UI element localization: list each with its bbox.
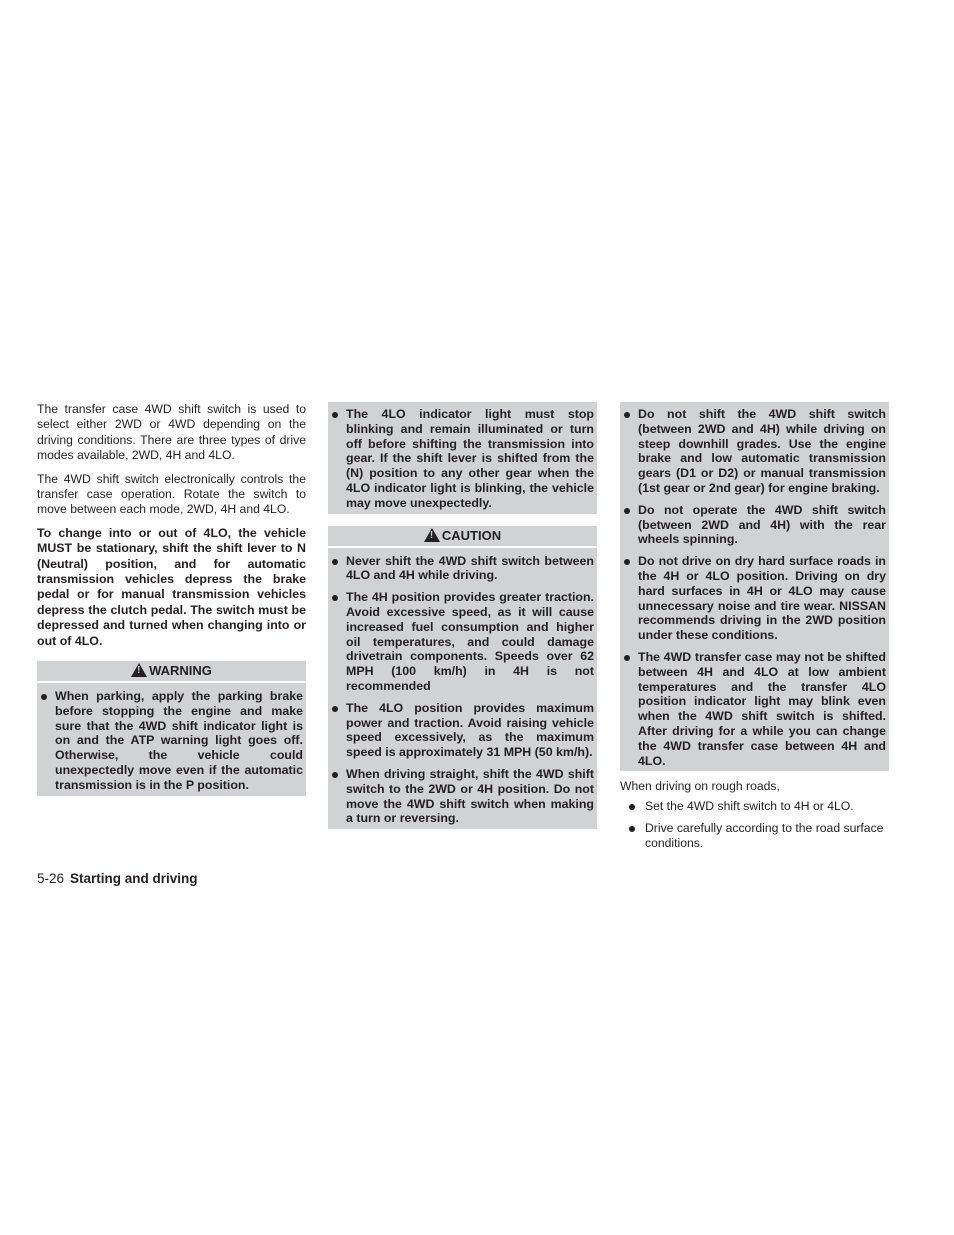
caution-item: Do not drive on dry hard surface roads in the 4H or 4LO position. Driving on dry hard surfaces in 4H or 4LO may cause unnecessary noise and tire wear. NISSAN recommends driving in the 2WD position under these conditions. [623, 554, 886, 643]
caution-item: Do not operate the 4WD shift switch (between 2WD and 4H) with the rear wheels spinning. [623, 503, 886, 547]
warning-label: WARNING [149, 663, 212, 679]
column-3 [620, 402, 889, 859]
warning-continued-box [328, 402, 597, 514]
caution-box [328, 548, 597, 830]
warning-item: When parking, apply the parking brake before stopping the engine and make sure that the 4WD shift indicator light is on and the ATP warning light goes off. Otherwise, the vehicle could unexpectedly move even if the automatic transmission is in the P position. [40, 689, 303, 793]
caution-continued-list [623, 407, 886, 768]
rough-roads-intro: When driving on rough roads, [620, 779, 780, 794]
bullet-icon [41, 694, 47, 700]
bullet-icon [332, 412, 338, 418]
bullet-icon [624, 508, 630, 514]
caution-item: Do not shift the 4WD shift switch (between 2WD and 4H) while driving on steep downhill grades. Use the engine brake and low automatic transmission gears (D1 or D2) or manual transmission (1st gear or 2nd gear) for engine braking. [623, 407, 886, 496]
caution-label: CAUTION [441, 527, 502, 543]
caution-continued-box [620, 402, 889, 771]
warning-item: The 4LO indicator light must stop blinking and remain illuminated or turn off before shifting the transmission into gear. If the shift lever is shifted from the (N) position to any other gear when the 4LO indicator light is blinking, the vehicle may move unexpectedly. [331, 407, 594, 511]
bullet-icon [624, 559, 630, 565]
switch-paragraph: The 4WD shift switch electronically controls the transfer case operation. Rotate the switch to move between each mode, 2WD, 4H and 4LO. [37, 471, 306, 517]
bullet-icon [629, 826, 635, 832]
rough-roads-list [620, 799, 889, 851]
warning-header [37, 661, 306, 681]
section-title: Starting and driving [70, 871, 198, 886]
warning-triangle-icon [424, 528, 440, 542]
bullet-icon [332, 706, 338, 712]
bullet-icon [629, 804, 635, 810]
intro-paragraph: The transfer case 4WD shift switch is used to select either 2WD or 4WD depending on the driving conditions. There are three types of drive modes available, 2WD, 4H and 4LO. [37, 402, 306, 463]
bullet-icon [332, 559, 338, 565]
caution-header [328, 526, 597, 546]
rough-roads-item: Set the 4WD shift switch to 4H or 4LO. [628, 799, 889, 814]
caution-list [331, 554, 594, 827]
bullet-icon [332, 772, 338, 778]
caution-item: Never shift the 4WD shift switch between 4LO and 4H while driving. [331, 554, 594, 584]
bullet-icon [624, 655, 630, 661]
column-2 [328, 402, 597, 829]
caution-item: The 4LO position provides maximum power and traction. Avoid raising vehicle speed excessively, as the maximum speed is approximately 31 MPH (50 km/h). [331, 701, 594, 760]
caution-item: The 4WD transfer case may not be shifted between 4H and 4LO at low ambient temperatures and the transfer 4LO position indicator light may blink even when the 4WD shift switch is shifted. After driving for a while you can change the 4WD transfer case between 4H and 4LO. [623, 650, 886, 768]
bullet-icon [332, 595, 338, 601]
caution-item: When driving straight, shift the 4WD shift switch to the 2WD or 4H position. Do not move the 4WD shift switch when making a turn or reversing. [331, 767, 594, 826]
4lo-instruction-paragraph: To change into or out of 4LO, the vehicle MUST be stationary, shift the shift lever to N (Neutral) position, and for automatic transmission vehicles depress the brake pedal or for manual transmission vehicles depress the clutch pedal. The switch must be depressed and turned when changing into or out of 4LO. [37, 525, 306, 648]
page-number: 5-26 [37, 871, 65, 886]
warning-triangle-icon [131, 663, 147, 677]
rough-roads-item: Drive carefully according to the road surface conditions. [628, 821, 889, 850]
warning-box [37, 683, 306, 796]
column-1 [37, 402, 306, 796]
page-footer [37, 871, 198, 887]
caution-item: The 4H position provides greater traction. Avoid excessive speed, as it will cause increased fuel consumption and higher oil temperatures, and could damage drivetrain components. Speeds over 62 MPH (100 km/h) in 4H is not recommended [331, 590, 594, 694]
warning-continued-list [331, 407, 594, 511]
bullet-icon [624, 412, 630, 418]
warning-list [40, 689, 303, 793]
